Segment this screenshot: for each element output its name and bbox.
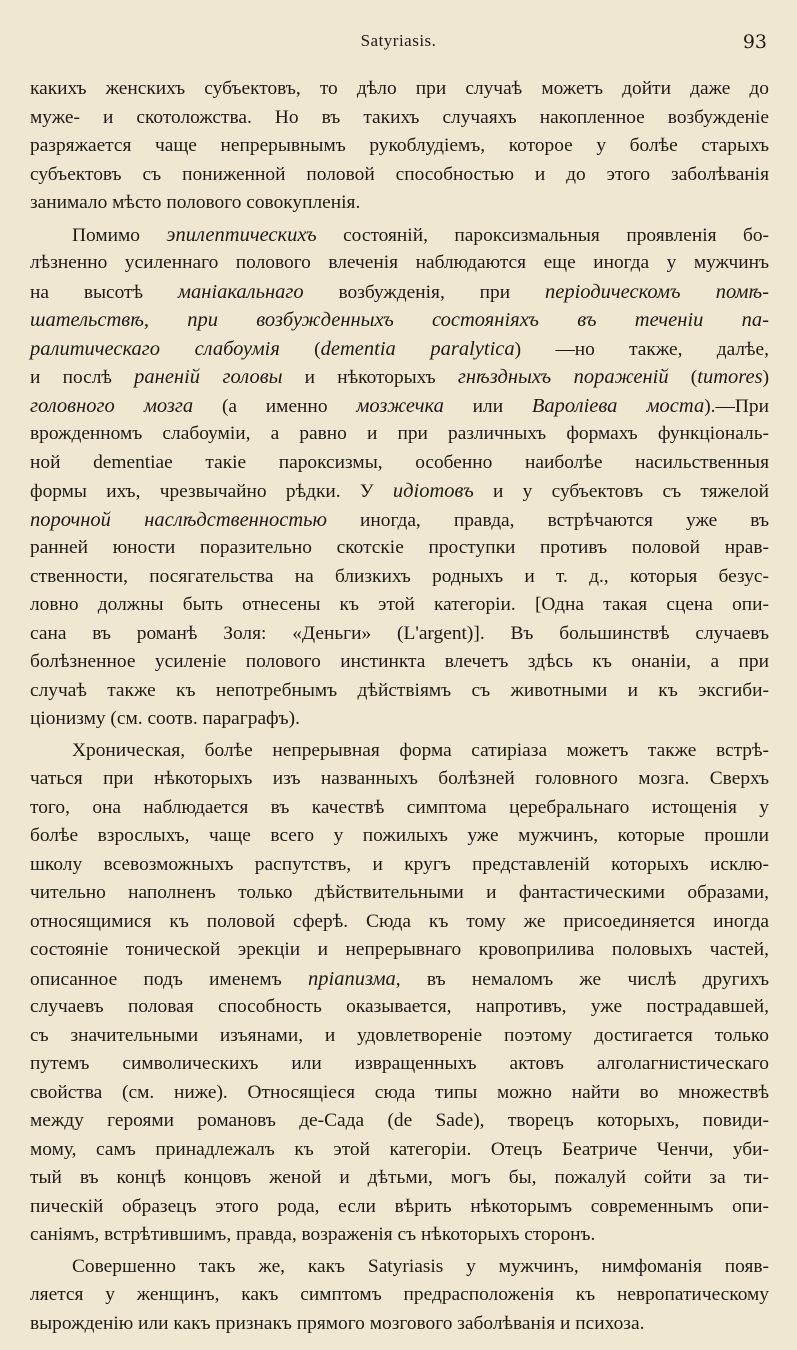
text-line [30, 1221, 769, 1250]
text-line [30, 306, 769, 335]
text-run: ной dementiae такіе пароксизмы, особенно наиболѣе насильственныя [30, 451, 769, 473]
text-run: того, она наблюдается въ качествѣ симптома церебральнаго истощенія у [30, 796, 769, 818]
text-run: разряжается чаще непрерывнымъ рукоблудіемъ, которое у болѣе старыхъ [30, 135, 769, 156]
text-line [30, 620, 769, 649]
italic-term: пріапизма [308, 967, 396, 990]
italic-term: порочной наслѣдственностью [30, 508, 327, 531]
body-text [30, 75, 769, 1338]
italic-term: періодическомъ помѣ- [544, 280, 769, 303]
text-run: школу всевозможныхъ распутствъ, и кругъ представленій которыхъ исклю- [30, 853, 769, 875]
text-run: врожденномъ слабоуміи, а равно и при различныхъ формахъ функціональ- [30, 423, 769, 444]
page-number: 93 [742, 31, 767, 53]
text-line [30, 591, 769, 620]
text-line [30, 936, 769, 965]
text-line [30, 677, 769, 706]
text-run: ловно должны быть отнесены къ этой категоріи. [Одна такая сцена опи- [30, 594, 769, 615]
text-run: мому, самъ принадлежалъ къ этой категоріи. Отецъ Беатриче Ченчи, уби- [30, 1138, 769, 1160]
text-line [30, 822, 769, 851]
text-run: состояніе тонической эрекціи и непрерывнаго кровоприлива половыхъ частей, [30, 939, 769, 960]
text-line [30, 765, 769, 794]
text-run: иногда, правда, встрѣчаются уже въ [326, 509, 769, 531]
text-run: , въ немаломъ же числѣ другихъ [395, 968, 769, 990]
text-run: состояній, пароксизмальныя проявленія бо- [316, 224, 769, 246]
text-run: свойства (см. ниже). Относящіеся сюда типы можно найти во множествѣ [30, 1081, 769, 1103]
text-run: лѣзненно усиленнаго полового влеченія наблюдаются еще иногда у мужчинъ [30, 252, 769, 273]
text-line [30, 1022, 769, 1051]
text-line [30, 1079, 769, 1108]
text-line [30, 648, 769, 677]
text-run: чаться при нѣкоторыхъ изъ названныхъ болѣзней головного мозга. Сверхъ [30, 768, 769, 789]
italic-term: гнѣздныхъ пораженій [457, 366, 669, 388]
text-run: муже- и скотоложства. Но въ такихъ случаяхъ накопленное возбужденіе [30, 106, 769, 128]
italic-term: эпилептическихъ [166, 223, 317, 246]
text-run: какихъ женскихъ субъектовъ, то дѣло при случаѣ можетъ дойти даже до [30, 78, 769, 99]
paragraph [30, 737, 769, 1250]
text-line [30, 189, 769, 218]
text-run: или [443, 395, 532, 417]
text-line [30, 75, 769, 104]
text-run: и послѣ [30, 367, 135, 388]
text-run: Совершенно такъ же, какъ Satyriasis у мужчинъ, нимфоманія появ- [72, 1255, 769, 1277]
text-line [30, 1107, 769, 1136]
text-run: ) —но также, далѣе, [514, 338, 770, 360]
italic-term: маніакальнаго [177, 280, 304, 303]
text-run: между героями романовъ де-Сада (de Sade), творецъ которыхъ, повиди- [30, 1110, 769, 1131]
text-run: ціонизму (см. соотв. параграфъ). [30, 708, 300, 729]
text-line [30, 477, 769, 506]
italic-term: шательствѣ, при возбужденныхъ состояніяхъ въ теченіи па- [30, 309, 769, 331]
text-run: ственности, посягательства на близкихъ родныхъ и т. д., которыя безус- [30, 565, 769, 587]
text-line [30, 851, 769, 880]
text-run: и у субъектовъ съ тяжелой [473, 481, 769, 502]
text-run: ).—При [704, 395, 769, 417]
text-line [30, 1050, 769, 1079]
text-run: случаѣ также къ непотребнымъ дѣйствіямъ съ животными и къ эксгиби- [30, 679, 769, 701]
text-line [30, 249, 769, 278]
paragraph [30, 1253, 769, 1339]
text-run: возбужденія, при [303, 281, 545, 303]
text-line [30, 534, 769, 563]
text-run: сана въ романѣ Золя: «Деньги» (L'argent)]. Въ большинствѣ случаевъ [30, 622, 769, 644]
text-run: относящимися къ половой сферѣ. Сюда къ тому же присоединяется иногда [30, 910, 769, 932]
text-run: ляется у женщинъ, какъ симптомъ предрасположенія къ невропатическому [30, 1284, 769, 1305]
text-run: вырожденію или какъ признакъ прямого мозгового заболѣванія и психоза. [30, 1312, 645, 1334]
text-run: болѣзненное усиленіе полового инстинкта влечетъ здѣсь къ онаніи, а при [30, 651, 769, 672]
text-line [30, 420, 769, 449]
text-run: чительно наполненъ только дѣйствительными и фантастическими образами, [30, 882, 769, 903]
text-line [30, 335, 769, 364]
italic-term: tumores [697, 366, 763, 388]
text-line [30, 1281, 769, 1310]
italic-term: раненій головы [134, 366, 283, 388]
italic-term: головного мозга [30, 394, 194, 417]
paragraph [30, 75, 769, 218]
text-line [30, 132, 769, 161]
text-run: описанное подъ именемъ [30, 968, 309, 990]
text-run: саніямъ, встрѣтившимъ, правда, возраженія съ нѣкоторыхъ сторонъ. [30, 1224, 596, 1245]
text-line [30, 1253, 769, 1282]
italic-term: идіотовъ [392, 480, 474, 502]
text-line [30, 1193, 769, 1222]
text-line [30, 563, 769, 592]
text-line [30, 392, 769, 421]
text-line [30, 794, 769, 823]
italic-term: dementia paralytica [320, 337, 515, 360]
text-run: (а именно [193, 395, 357, 417]
text-run: путемъ символическихъ или извращенныхъ актовъ алголагнистическаго [30, 1053, 769, 1074]
text-line [30, 278, 769, 307]
text-run: субъектовъ съ пониженной половой способностью и до этого заболѣванія [30, 163, 769, 185]
text-run: ранней юности поразительно скотскіе проступки противъ половой нрав- [30, 537, 769, 558]
text-line [30, 161, 769, 190]
text-line [30, 1310, 769, 1339]
text-run: болѣе взрослыхъ, чаще всего у пожилыхъ уже мужчинъ, которые прошли [30, 825, 769, 846]
text-line [30, 737, 769, 766]
text-run: ( [279, 338, 321, 360]
running-title: Satyriasis. [360, 31, 437, 50]
italic-term: ралитическаго слабоумія [30, 337, 280, 360]
text-run: ( [668, 367, 698, 388]
text-run: тый въ концѣ концовъ женой и дѣтьми, могъ бы, пожалуй сойти за ти- [30, 1167, 769, 1188]
text-line [30, 363, 769, 392]
text-run: ) [762, 367, 770, 388]
paragraph [30, 221, 769, 734]
text-run: случаевъ половая способность оказывается, напротивъ, уже пострадавшей, [30, 996, 769, 1017]
text-run: съ значительными изъянами, и удовлетвореніе поэтому достигается только [30, 1024, 769, 1046]
text-run: занимало мѣсто полового совокупленія. [30, 192, 361, 213]
text-run: Хроническая, болѣе непрерывная форма сатиріаза можетъ также встрѣ- [72, 739, 769, 761]
text-run: на высотѣ [30, 281, 178, 303]
text-run: Помимо [72, 224, 167, 246]
page-header [30, 31, 767, 61]
italic-term: Вароліева моста [531, 394, 705, 417]
text-run: формы ихъ, чрезвычайно рѣдки. У [30, 481, 393, 502]
text-line [30, 506, 769, 535]
italic-term: мозжечка [356, 394, 444, 417]
text-run: пическій образецъ этого рода, если вѣрить нѣкоторымъ современнымъ опи- [30, 1195, 769, 1217]
text-line [30, 221, 769, 250]
text-line [30, 1164, 769, 1193]
text-line [30, 705, 769, 734]
text-line [30, 993, 769, 1022]
text-line [30, 449, 769, 478]
text-run: и нѣкоторыхъ [282, 367, 458, 388]
text-line [30, 965, 769, 994]
text-line [30, 1136, 769, 1165]
text-line [30, 879, 769, 908]
text-line [30, 908, 769, 937]
text-line [30, 104, 769, 133]
